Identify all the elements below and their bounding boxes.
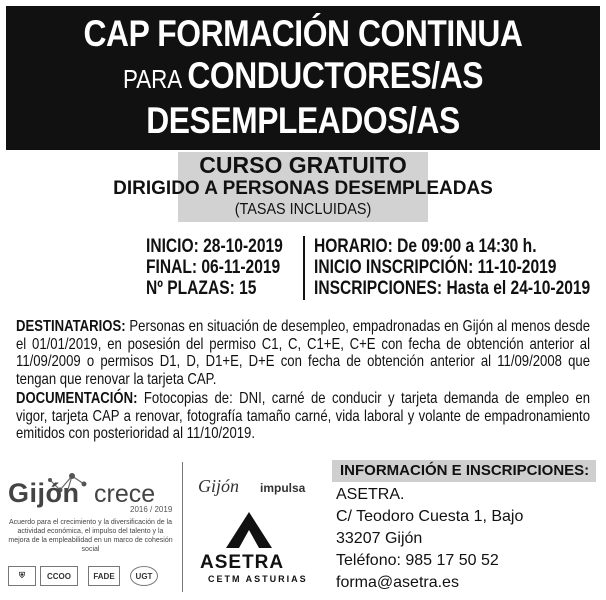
start-date: INICIO: 28-10-2019: [146, 236, 283, 257]
documentacion-text: Fotocopias de: DNI, carné de conducir y tarjeta demanda de empleo en vigor, tarjeta CAP a renovar, fotografía tamaño carné, vida laboral y volante de empadronamiento emitidos con posterioridad al 11/10/2019.: [16, 390, 590, 442]
end-date: FINAL: 06-11-2019: [146, 257, 281, 278]
documentacion-paragraph: [16, 390, 590, 443]
title-line-3: DESEMPLEADOS/AS: [146, 100, 460, 141]
contact-city: 33207 Gijón: [336, 530, 423, 547]
contact-street: C/ Teodoro Cuesta 1, Bajo: [336, 508, 524, 525]
logo-divider: [182, 462, 183, 592]
asetra-subtitle: CETM ASTURIAS: [208, 574, 308, 584]
contact-email: forma@asetra.es: [336, 574, 459, 591]
destinatarios-paragraph: [16, 318, 590, 388]
details-text: [16, 318, 590, 445]
course-title: CURSO GRATUITO: [199, 152, 407, 178]
schedule-block: [314, 236, 590, 299]
title-line-2: [48, 55, 559, 100]
crece-years: 2016 / 2019: [130, 505, 173, 514]
impulsa-logo-text: impulsa: [260, 481, 306, 495]
places: Nº PLAZAS: 15: [146, 278, 257, 299]
crece-logo-text: crece: [94, 480, 156, 508]
info-divider: [303, 236, 305, 300]
dates-block: [146, 236, 283, 299]
contact-heading: INFORMACIÓN E INSCRIPCIONES:: [332, 460, 596, 482]
contact-phone: Teléfono: 985 17 50 52: [336, 552, 499, 569]
course-note: (TASAS INCLUIDAS): [234, 201, 372, 218]
asetra-logo-text: ASETRA: [200, 552, 285, 573]
fade-logo: FADE: [88, 566, 120, 586]
registration-start: INICIO INSCRIPCIÓN: 11-10-2019: [314, 257, 557, 278]
title-line-1: CAP FORMACIÓN CONTINUA: [83, 13, 523, 54]
destinatarios-text: Personas en situación de desempleo, empadronadas en Gijón al menos desde el 01/01/2019, en posesión del permiso C1, C, C1+E, C+E con fecha de obtención anterior al 11/09/2009 o permisos D1, D, D1+E, D+E con fecha de obtención anterior al 11/09/2008 que tengan que renovar la tarjeta CAP.: [16, 318, 590, 388]
title-para: PARA: [122, 64, 183, 94]
title-banner: [6, 6, 600, 150]
asetra-logo-icon: [214, 510, 284, 550]
council-shield-icon: ⛨: [8, 566, 36, 586]
ccoo-logo: CCOO: [40, 566, 78, 586]
documentacion-label: DOCUMENTACIÓN:: [16, 390, 138, 407]
registration-deadline: INSCRIPCIONES: Hasta el 24-10-2019: [314, 278, 591, 299]
gijon-impulsa-gijon-text: Gijón: [198, 476, 240, 496]
partner-logos: [8, 566, 178, 592]
gijon-logo-text: Gijón: [8, 478, 80, 508]
ugt-logo: UGT: [130, 566, 158, 586]
contact-details: [336, 484, 523, 594]
destinatarios-label: DESTINATARIOS:: [16, 318, 126, 335]
course-subtitle: DIRIGIDO A PERSONAS DESEMPLEADAS: [113, 178, 493, 199]
agreement-note: Acuerdo para el crecimiento y la diversificación de la actividad económica, el impulso del talento y la mejora de la empleabilidad en un marco de cohesión social: [8, 519, 173, 553]
schedule: HORARIO: De 09:00 a 14:30 h.: [314, 236, 537, 257]
contact-name: ASETRA.: [336, 486, 405, 503]
title-conductores: CONDUCTORES/AS: [187, 55, 484, 96]
